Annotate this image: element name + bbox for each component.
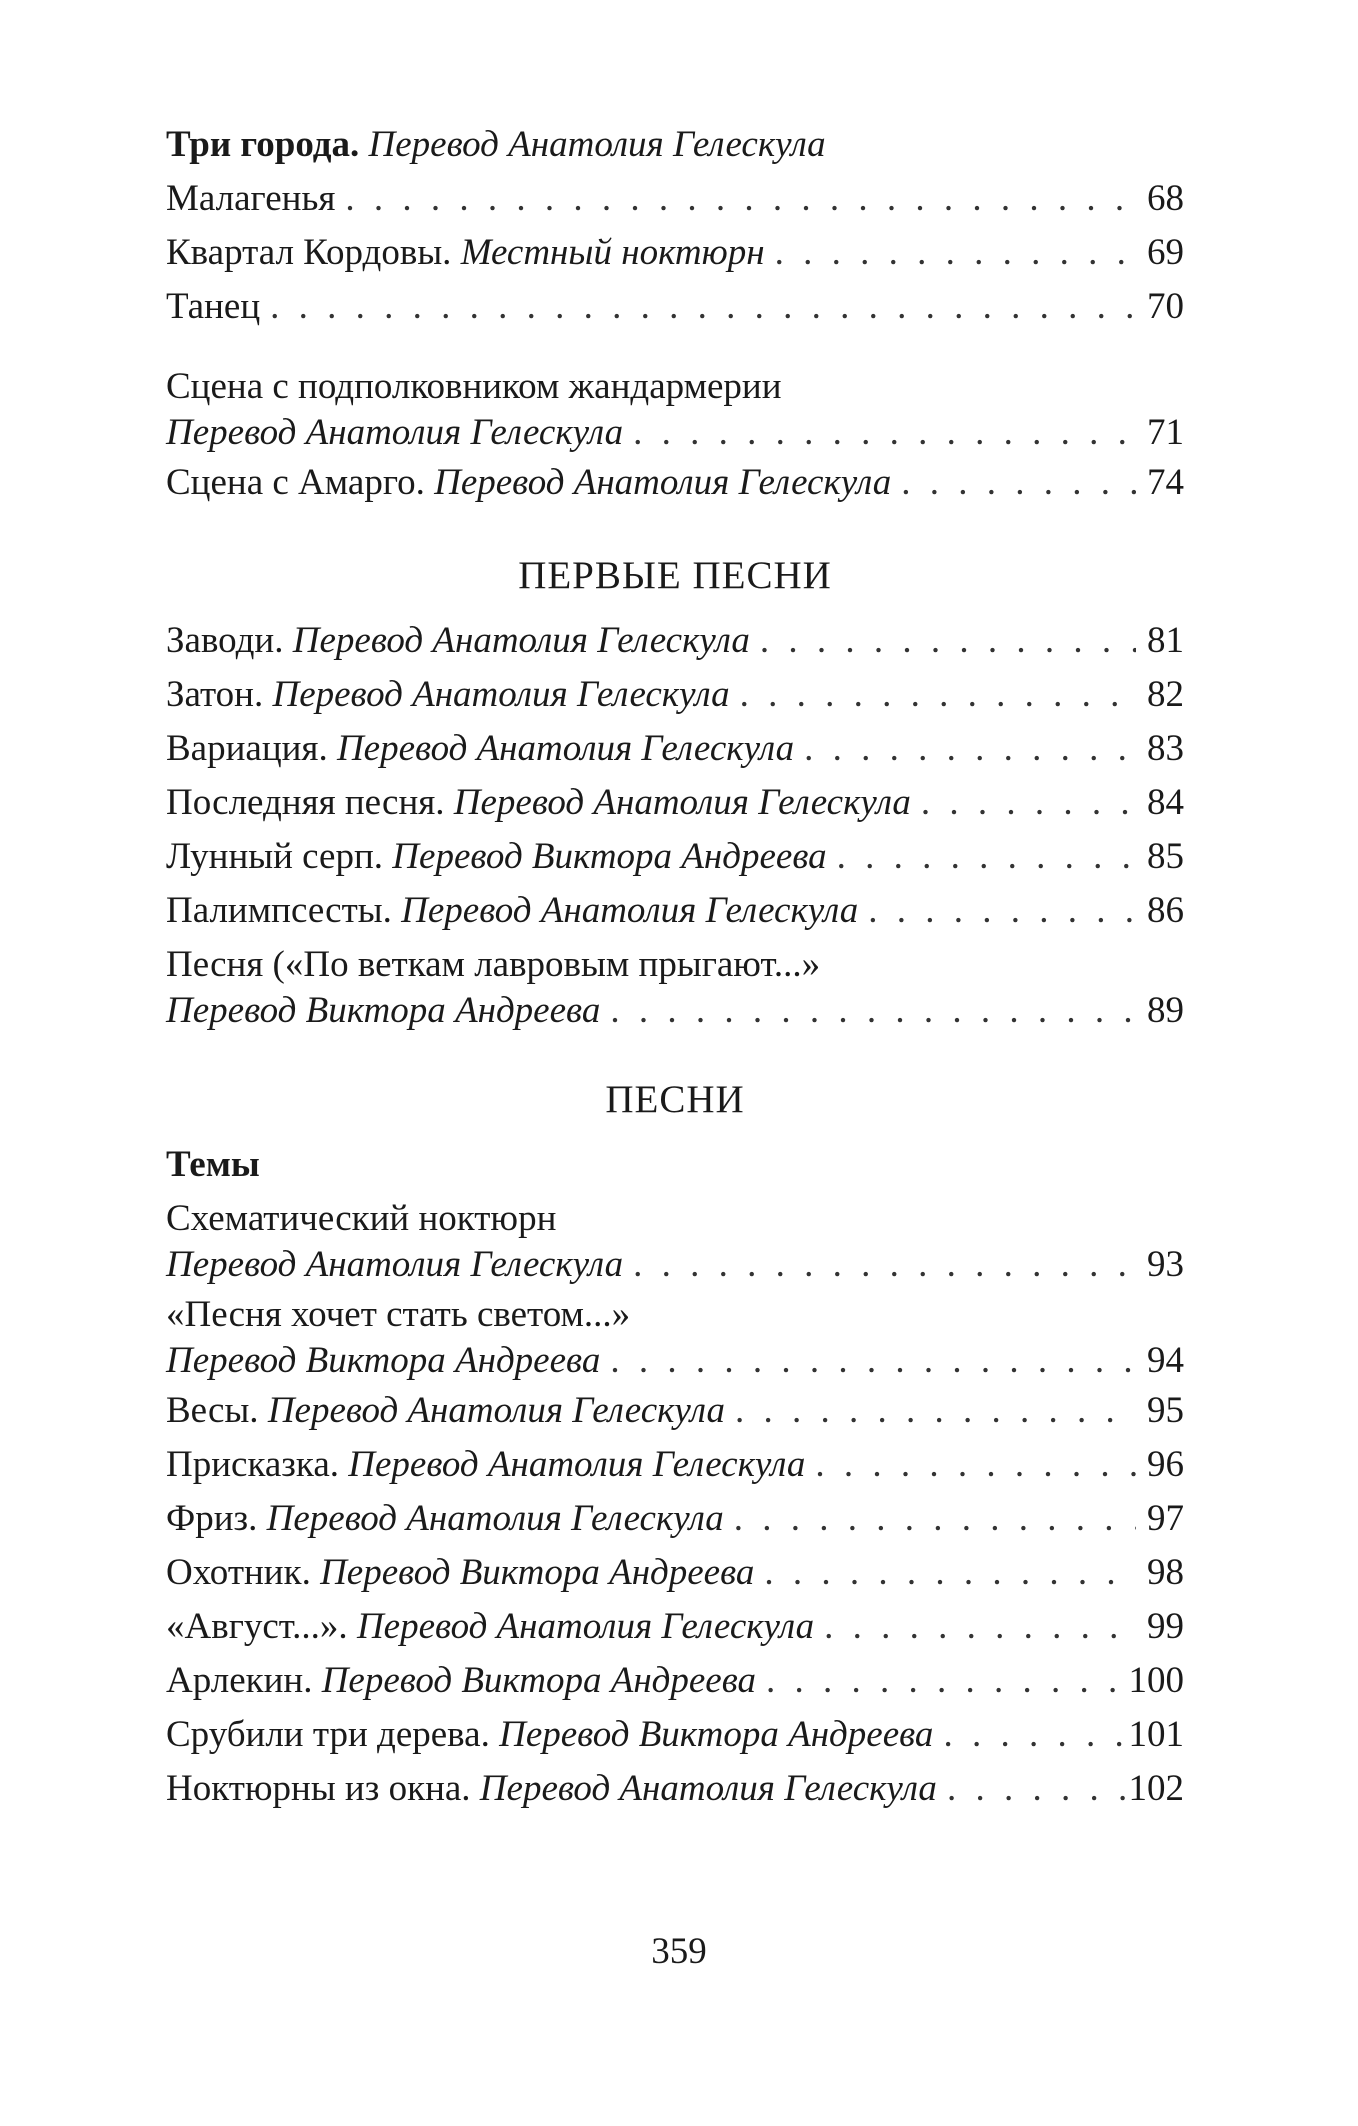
subsection-heading: Темы	[166, 1144, 260, 1185]
leader-dots	[901, 456, 1136, 510]
entry-translator: Перевод Анатолия Гелескула	[166, 412, 624, 453]
leader-dots	[610, 984, 1136, 1038]
leader-dots	[764, 1546, 1136, 1600]
leader-dots	[610, 1334, 1136, 1388]
entry-translator: Перевод Виктора Андреева	[392, 836, 827, 877]
toc-entry[interactable]	[166, 722, 1184, 776]
leader-dots	[760, 614, 1136, 668]
toc-entry[interactable]	[166, 172, 1184, 226]
leader-dots	[633, 1238, 1136, 1292]
entry-page-number: 69	[1147, 232, 1184, 273]
entry-translator: Перевод Анатолия Гелескула	[292, 620, 750, 661]
entry-page-number: 96	[1147, 1444, 1184, 1485]
entry-page-number: 84	[1147, 782, 1184, 823]
toc-entry[interactable]	[166, 1384, 1184, 1438]
leader-dots	[735, 1384, 1136, 1438]
entry-page-number: 93	[1147, 1244, 1184, 1285]
entry-translator: Перевод Анатолия Гелескула	[336, 728, 795, 769]
leader-dots	[633, 406, 1136, 460]
entry-title: Арлекин.	[166, 1660, 313, 1701]
entry-title: Вариация.	[166, 728, 328, 769]
entry-title: Ноктюрны из окна.	[166, 1768, 471, 1809]
entry-page-number: 99	[1147, 1606, 1184, 1647]
entry-translator: Перевод Анатолия Гелескула	[348, 1444, 806, 1485]
section-heading: ПЕРВЫЕ ПЕСНИ	[518, 554, 832, 597]
toc-entry[interactable]	[166, 1438, 1184, 1492]
entry-title: Затон.	[166, 674, 264, 715]
section-heading: ПЕСНИ	[605, 1078, 745, 1121]
toc-entry[interactable]	[166, 406, 1184, 456]
spacer	[166, 1034, 1184, 1070]
spacer	[166, 510, 1184, 546]
leader-dots	[804, 722, 1136, 776]
toc-entry[interactable]	[166, 884, 1184, 938]
leader-dots	[837, 830, 1136, 884]
entry-title: Весы.	[166, 1390, 259, 1431]
toc-entry[interactable]	[166, 1762, 1184, 1816]
entry-title: Срубили три дерева.	[166, 1714, 490, 1755]
entry-title: Лунный серп.	[166, 836, 384, 877]
entry-translator: Перевод Анатолия Гелескула	[267, 1390, 725, 1431]
entry-page-number: 82	[1147, 674, 1184, 715]
leader-dots	[345, 172, 1136, 226]
entry-translator: Перевод Анатолия Гелескула	[272, 674, 730, 715]
toc-entry[interactable]	[166, 668, 1184, 722]
entry-page-number: 83	[1147, 728, 1184, 769]
entry-title: Охотник.	[166, 1552, 311, 1593]
toc-entry[interactable]	[166, 984, 1184, 1034]
entry-translator: Перевод Анатолия Гелескула	[434, 462, 892, 503]
page-number: 359	[651, 1931, 707, 1972]
leader-dots	[766, 1654, 1124, 1708]
toc-entry[interactable]	[166, 1600, 1184, 1654]
leader-dots	[740, 668, 1136, 722]
entry-title: «Август...».	[166, 1606, 348, 1647]
group-title-text: Три города.	[166, 124, 360, 165]
entry-translator: Перевод Виктора Андреева	[166, 990, 601, 1031]
toc-entry[interactable]	[166, 1334, 1184, 1384]
leader-dots	[943, 1708, 1124, 1762]
entry-translator: Перевод Анатолия Гелескула	[266, 1498, 724, 1539]
entry-page-number: 102	[1128, 1768, 1184, 1809]
entry-title: Сцена с подполковником жандармерии	[166, 366, 782, 407]
entry-title: Фриз.	[166, 1498, 258, 1539]
leader-dots	[270, 280, 1136, 334]
entry-page-number: 71	[1147, 412, 1184, 453]
entry-translator: Перевод Виктора Андреева	[499, 1714, 934, 1755]
entry-title: Присказка.	[166, 1444, 339, 1485]
entry-page-number: 89	[1147, 990, 1184, 1031]
entry-translator: Перевод Анатолия Гелескула	[401, 890, 859, 931]
toc-entry[interactable]	[166, 614, 1184, 668]
leader-dots	[868, 884, 1136, 938]
entry-page-number: 95	[1147, 1390, 1184, 1431]
entry-title: Заводи.	[166, 620, 284, 661]
toc-entry[interactable]	[166, 456, 1184, 510]
entry-page-number: 100	[1128, 1660, 1184, 1701]
toc-entry[interactable]	[166, 1238, 1184, 1288]
leader-dots	[815, 1438, 1136, 1492]
entry-subtitle: Местный ноктюрн	[460, 232, 765, 273]
entry-page-number: 98	[1147, 1552, 1184, 1593]
leader-dots	[775, 226, 1136, 280]
entry-page-number: 86	[1147, 890, 1184, 931]
group-translator: Перевод Анатолия Гелескула	[368, 124, 826, 165]
entry-title: Палимпсесты.	[166, 890, 392, 931]
entry-page-number: 97	[1147, 1498, 1184, 1539]
entry-title: Последняя песня.	[166, 782, 445, 823]
entry-translator: Перевод Виктора Андреева	[321, 1660, 757, 1701]
toc-entry[interactable]	[166, 280, 1184, 334]
leader-dots	[734, 1492, 1136, 1546]
entry-title: Сцена с Амарго.	[166, 462, 425, 503]
toc-entry[interactable]	[166, 1654, 1184, 1708]
toc-entry[interactable]	[166, 830, 1184, 884]
spacer	[166, 334, 1184, 360]
toc-entry[interactable]	[166, 776, 1184, 830]
entry-page-number: 85	[1147, 836, 1184, 877]
entry-page-number: 68	[1147, 178, 1184, 219]
entry-title: Схематический ноктюрн	[166, 1198, 557, 1239]
entry-translator: Перевод Анатолия Гелескула	[453, 782, 911, 823]
entry-translator: Перевод Виктора Андреева	[166, 1340, 601, 1381]
entry-page-number: 70	[1147, 286, 1184, 327]
entry-translator: Перевод Анатолия Гелескула	[166, 1244, 624, 1285]
entry-page-number: 101	[1128, 1714, 1184, 1755]
toc-entry[interactable]	[166, 1708, 1184, 1762]
toc-entry[interactable]	[166, 226, 1184, 280]
entry-page-number: 94	[1147, 1340, 1184, 1381]
entry-page-number: 81	[1147, 620, 1184, 661]
leader-dots	[921, 776, 1136, 830]
toc-entry[interactable]	[166, 1492, 1184, 1546]
group-title-three-cities	[166, 118, 1184, 172]
entry-title: Песня («По веткам лавровым прыгают...»	[166, 944, 821, 985]
leader-dots	[824, 1600, 1136, 1654]
toc-entry[interactable]	[166, 1546, 1184, 1600]
entry-title: «Песня хочет стать светом...»	[166, 1294, 631, 1335]
entry-translator: Перевод Анатолия Гелескула	[356, 1606, 815, 1647]
leader-dots	[947, 1762, 1125, 1816]
entry-title: Квартал Кордовы.	[166, 232, 452, 273]
entry-translator: Перевод Анатолия Гелескула	[479, 1768, 937, 1809]
entry-title: Танец	[166, 286, 261, 327]
table-of-contents	[166, 118, 1184, 1816]
entry-title: Малагенья	[166, 178, 336, 219]
entry-page-number: 74	[1147, 462, 1184, 503]
entry-translator: Перевод Виктора Андреева	[320, 1552, 755, 1593]
